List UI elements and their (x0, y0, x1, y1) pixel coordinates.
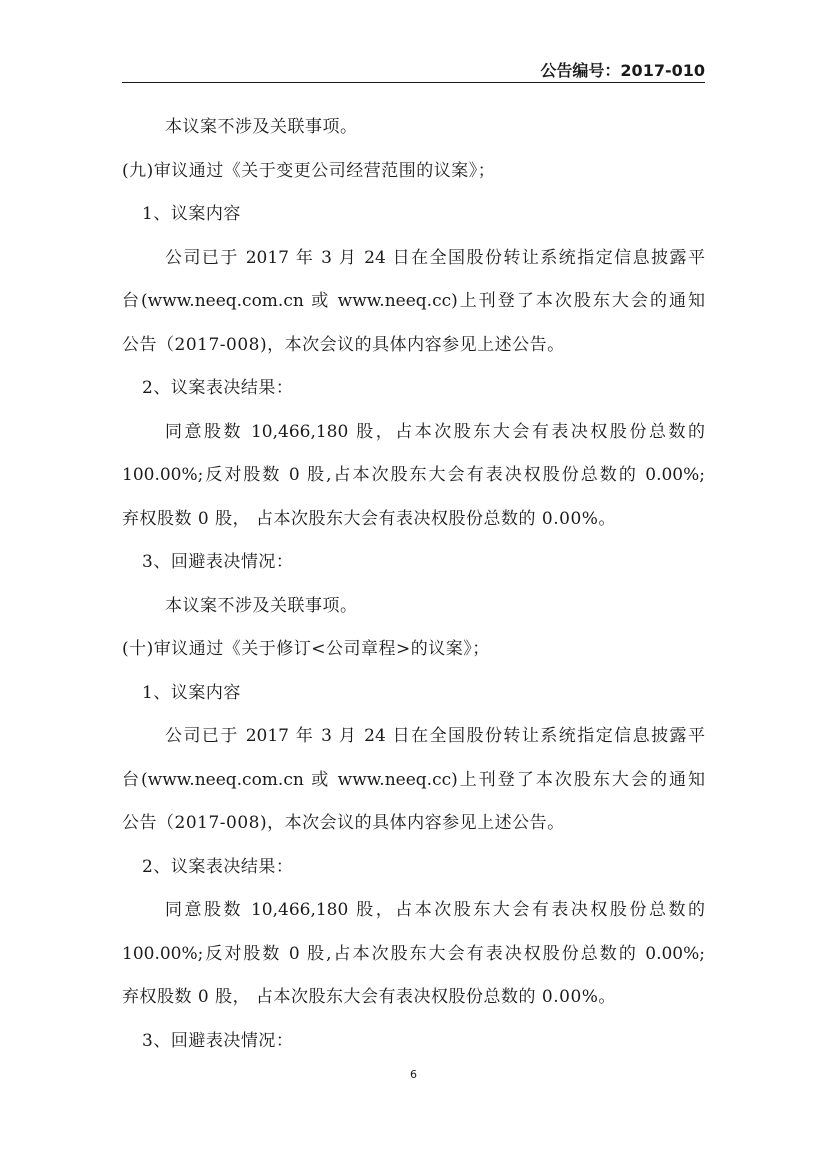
page-number: 6 (410, 1068, 417, 1081)
subheading-vote-result: 2、议案表决结果： (142, 378, 294, 398)
body-line: 公告（2017-008)，本次会议的具体内容参见上述公告。 (122, 813, 565, 833)
body-line: 公司已于 2017 年 3 月 24 日在全国股份转让系统指定信息披露平 (165, 726, 705, 746)
body-line: 弃权股数 0 股， 占本次股东大会有表决权股份总数的 0.00%。 (122, 987, 616, 1007)
body-line: 公告（2017-008)，本次会议的具体内容参见上述公告。 (122, 334, 565, 355)
subheading-proposal-content: 1、议案内容 (142, 682, 241, 703)
body-line: 本议案不涉及关联事项。 (165, 595, 358, 616)
body-line: 弃权股数 0 股， 占本次股东大会有表决权股份总数的 0.00%。 (122, 508, 616, 529)
subheading-recusal: 3、回避表决情况： (142, 552, 294, 572)
subheading-proposal-content: 1、议案内容 (142, 204, 241, 224)
body-line: 同意股数 10,466,180 股，占本次股东大会有表决权股份总数的 (165, 421, 705, 442)
section-heading-nine: (九)审议通过《关于变更公司经营范围的议案》； (122, 160, 496, 181)
document-body (122, 106, 705, 1063)
subheading-recusal: 3、回避表决情况： (142, 1030, 294, 1051)
body-line: 公司已于 2017 年 3 月 24 日在全国股份转让系统指定信息披露平 (165, 247, 705, 268)
body-line: 台(www.neeq.com.cn 或 www.neeq.cc)上刊登了本次股东大会的通知 (122, 291, 705, 311)
header-rule (122, 82, 705, 83)
body-line: 本议案不涉及关联事项。 (165, 117, 358, 137)
subheading-vote-result: 2、议案表决结果： (142, 856, 294, 877)
section-heading-ten: (十)审议通过《关于修订<公司章程>的议案》； (122, 639, 490, 659)
announcement-number: 公告编号：2017-010 (540, 61, 705, 80)
body-line: 台(www.neeq.com.cn 或 www.neeq.cc)上刊登了本次股东大会的通知 (122, 769, 705, 790)
body-line: 100.00%;反对股数 0 股,占本次股东大会有表决权股份总数的 0.00%; (122, 943, 705, 964)
body-line: 100.00%;反对股数 0 股,占本次股东大会有表决权股份总数的 0.00%; (122, 465, 705, 485)
body-line: 同意股数 10,466,180 股，占本次股东大会有表决权股份总数的 (165, 900, 705, 920)
